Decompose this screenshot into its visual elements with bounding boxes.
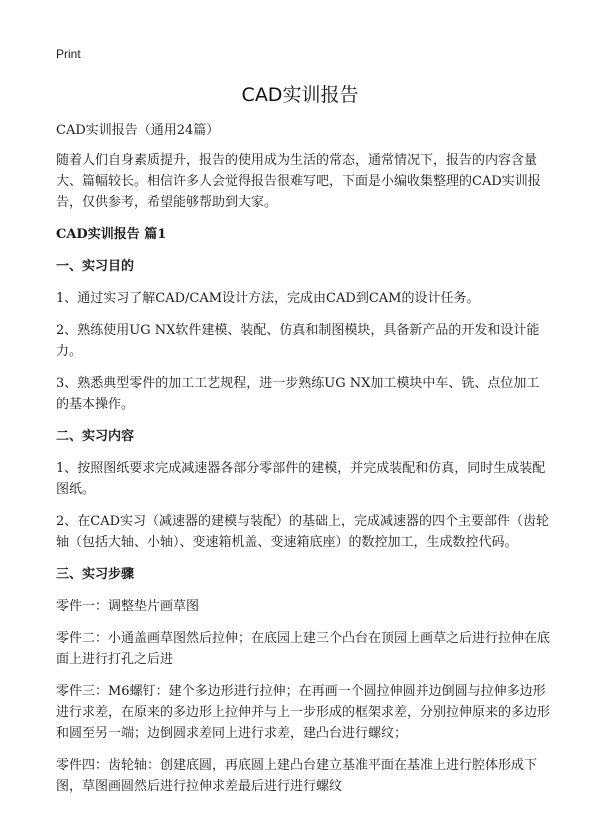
part2-item: 2、在CAD实习（减速器的建模与装配）的基础上，完成减速器的四个主要部件（齿轮轴（包括大轴、小轴）、变速箱机盖、变速箱底座）的数控加工，生成数控代码。 [56,514,550,550]
part3-item: 零件一：调整垫片画草图 [56,599,200,614]
section-title: CAD实训报告 篇1 [56,227,167,242]
part2-heading: 二、实习内容 [56,429,135,444]
part1-item: 3、熟悉典型零件的加工工艺规程，进一步熟练UG NX加工模块中车、铣、点位加工的基本操作。 [56,376,540,412]
part3-item: 零件二：小通盖画草图然后拉伸；在底园上建三个凸台在顶园上画草之后进行拉伸在底面上进行打孔之后进 [56,631,551,667]
part3-item: 零件四：齿轮轴：创建底圆，再底圆上建凸台建立基准平面在基准上进行腔体形成下图，草图画圆然后进行拉伸求差最后进行进行螺纹 [56,758,538,794]
document-body [56,120,550,808]
part3-item: 零件三：M6螺钉：建个多边形进行拉伸；在再画一个圆拉伸圆并边倒圆与拉伸多边形进行求差，在原来的多边形上拉伸并与上一步形成的框架求差，分别拉伸原来的多边形和圆至另一端；边倒圆求差同上进行求差，建凸台进行螺纹； [56,684,551,741]
page-title: CAD实训报告 [241,84,359,106]
part3-heading: 三、实习步骤 [56,567,135,582]
part2-item: 1、按照图纸要求完成减速器各部分零部件的建模，并完成装配和仿真，同时生成装配图纸。 [56,461,546,497]
print-label: Print [56,47,81,61]
document-subtitle: CAD实训报告（通用24篇） [56,123,220,138]
part1-item: 2、熟练使用UG NX软件建模、装配、仿真和制图模块，具备新产品的开发和设计能力。 [56,323,540,359]
intro-paragraph: 随着人们自身素质提升，报告的使用成为生活的常态，通常情况下，报告的内容含量大、篇幅较长。相信许多人会觉得报告很难写吧，下面是小编收集整理的CAD实训报告，仅供参考，希望能够帮助到大家。 [56,153,541,210]
part1-heading: 一、实习目的 [56,259,135,274]
part1-item: 1、通过实习了解CAD/CAM设计方法，完成由CAD到CAM的设计任务。 [56,291,480,306]
